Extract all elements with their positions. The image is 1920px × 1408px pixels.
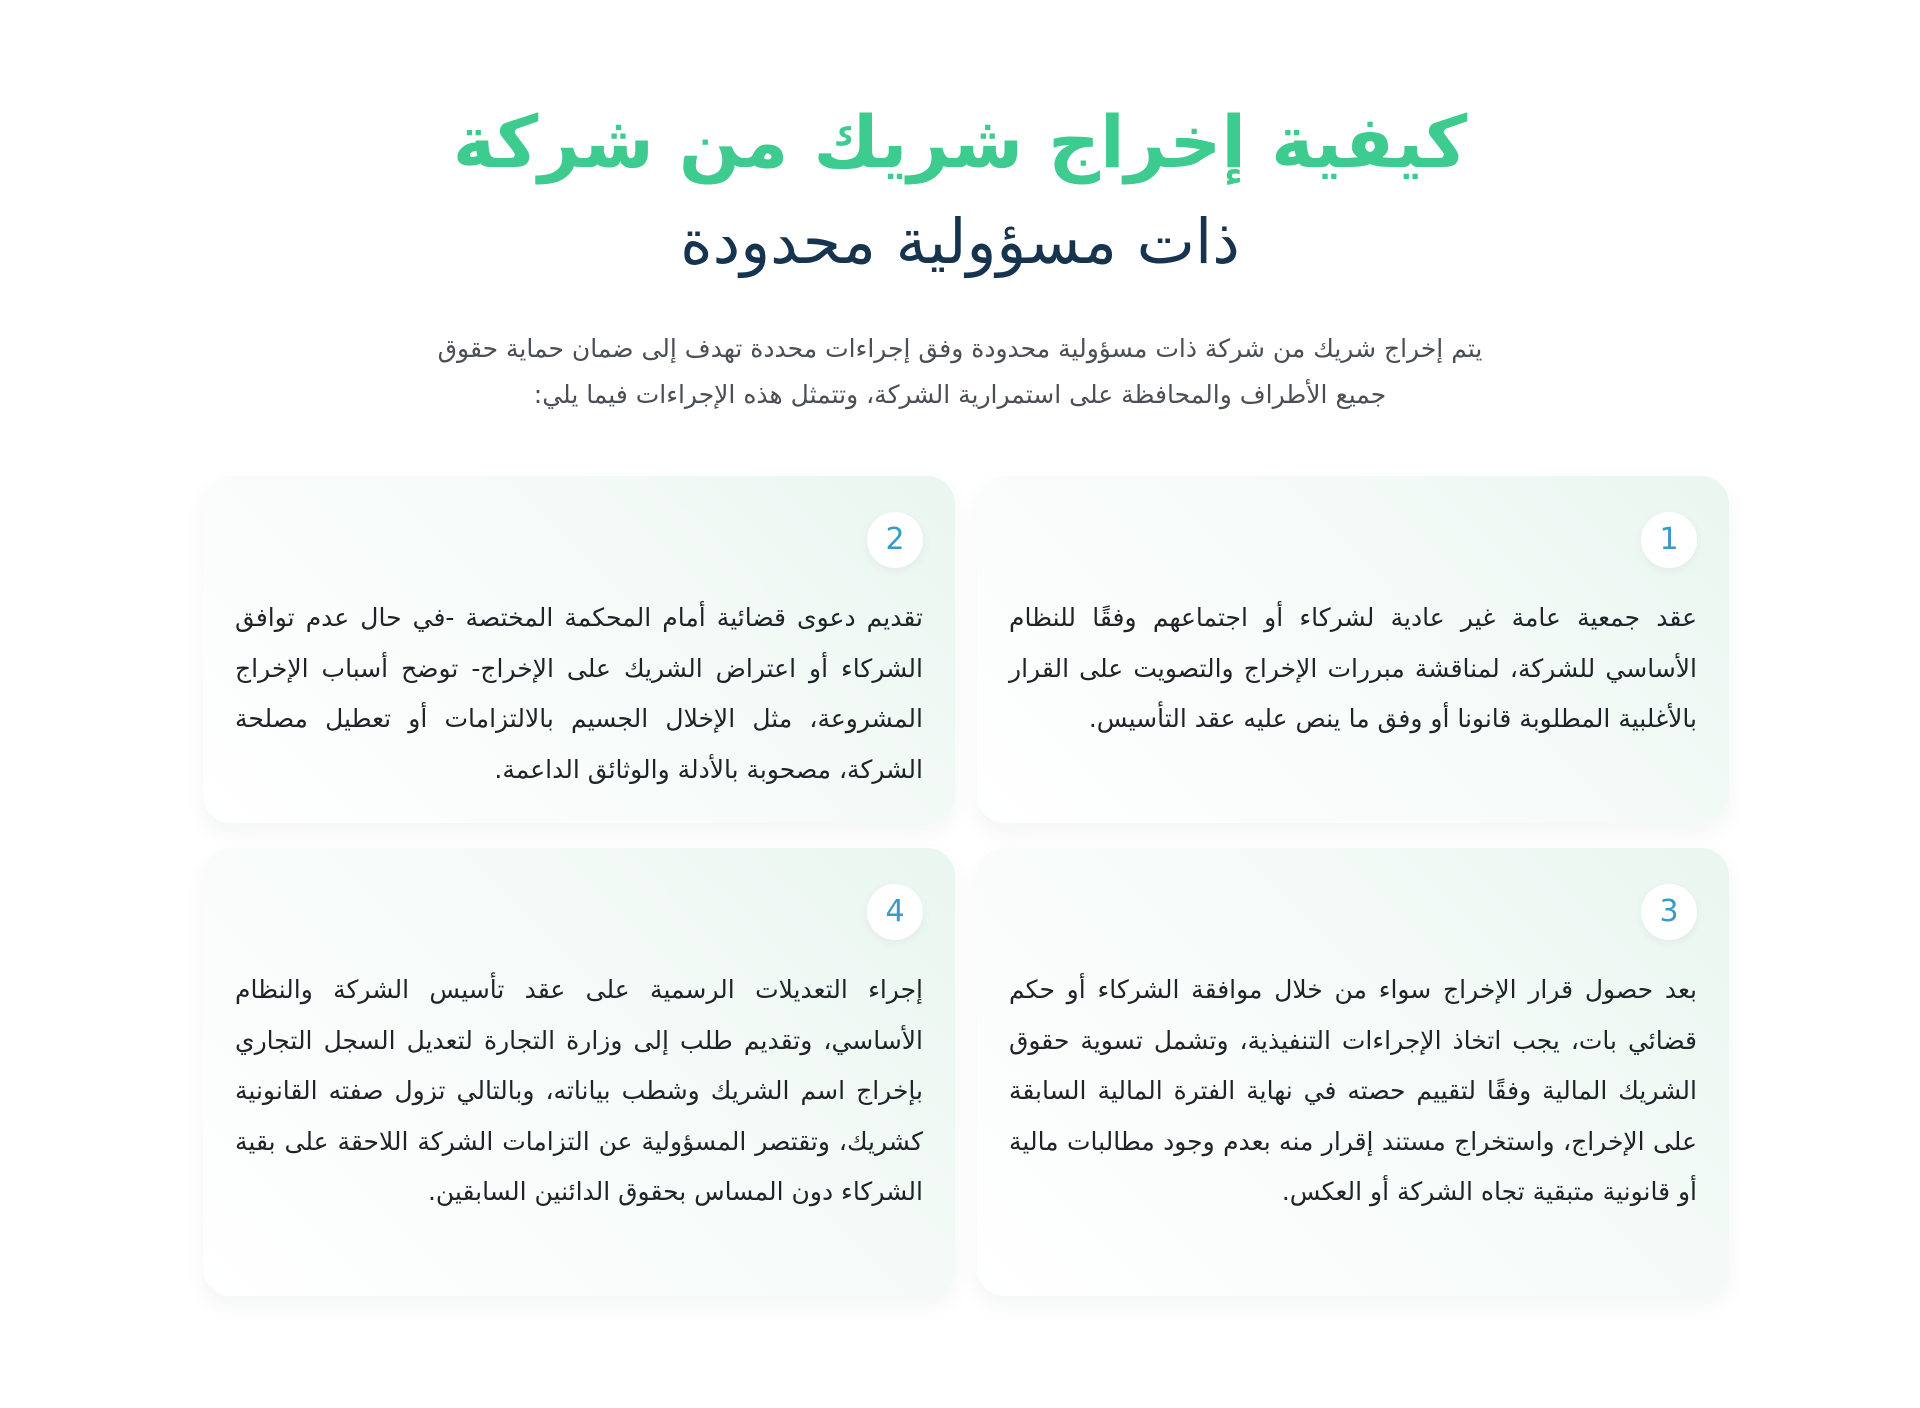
header bbox=[0, 92, 1920, 418]
step-number-badge: 1 bbox=[1641, 512, 1697, 568]
steps-grid bbox=[203, 476, 1729, 1296]
step-card-2 bbox=[203, 476, 955, 823]
step-text: بعد حصول قرار الإخراج سواء من خلال موافقة الشركاء أو حكم قضائي بات، يجب اتخاذ الإجراءات التنفيذية، وتشمل تسوية حقوق الشريك المالية وفقًا لتقييم حصته في نهاية الفترة المالية السابقة على الإخراج، واستخراج مستند إقرار منه بعدم وجود مطالبات مالية أو قانونية متبقية تجاه الشركة أو العكس. bbox=[1009, 975, 1697, 1206]
page-subtitle: ذات مسؤولية محدودة bbox=[680, 205, 1240, 278]
step-card-1 bbox=[977, 476, 1729, 823]
intro-paragraph: يتم إخراج شريك من شركة ذات مسؤولية محدودة وفق إجراءات محددة تهدف إلى ضمان حماية حقوق جميع الأطراف والمحافظة على استمرارية الشركة، وتتمثل هذه الإجراءات فيما يلي: bbox=[437, 334, 1483, 409]
step-text: عقد جمعية عامة غير عادية لشركاء أو اجتماعهم وفقًا للنظام الأساسي للشركة، لمناقشة مبررات الإخراج والتصويت على القرار بالأغلبية المطلوبة قانونا أو وفق ما ينص عليه عقد التأسيس. bbox=[1009, 603, 1697, 733]
step-text: تقديم دعوى قضائية أمام المحكمة المختصة -في حال عدم توافق الشركاء أو اعتراض الشريك على الإخراج- توضح أسباب الإخراج المشروعة، مثل الإخلال الجسيم بالالتزامات أو تعطيل مصلحة الشركة، مصحوبة بالأدلة والوثائق الداعمة. bbox=[235, 603, 923, 784]
step-number-badge: 3 bbox=[1641, 884, 1697, 940]
step-number-badge: 4 bbox=[867, 884, 923, 940]
page-title: كيفية إخراج شريك من شركة bbox=[452, 100, 1468, 184]
step-number-badge: 2 bbox=[867, 512, 923, 568]
step-card-4 bbox=[203, 848, 955, 1296]
step-text: إجراء التعديلات الرسمية على عقد تأسيس الشركة والنظام الأساسي، وتقديم طلب إلى وزارة التجارة لتعديل السجل التجاري بإخراج اسم الشريك وشطب بياناته، وبالتالي تزول صفته القانونية كشريك، وتقتصر المسؤولية عن التزامات الشركة اللاحقة على بقية الشركاء دون المساس بحقوق الدائنين السابقين. bbox=[235, 975, 923, 1206]
step-card-3 bbox=[977, 848, 1729, 1296]
